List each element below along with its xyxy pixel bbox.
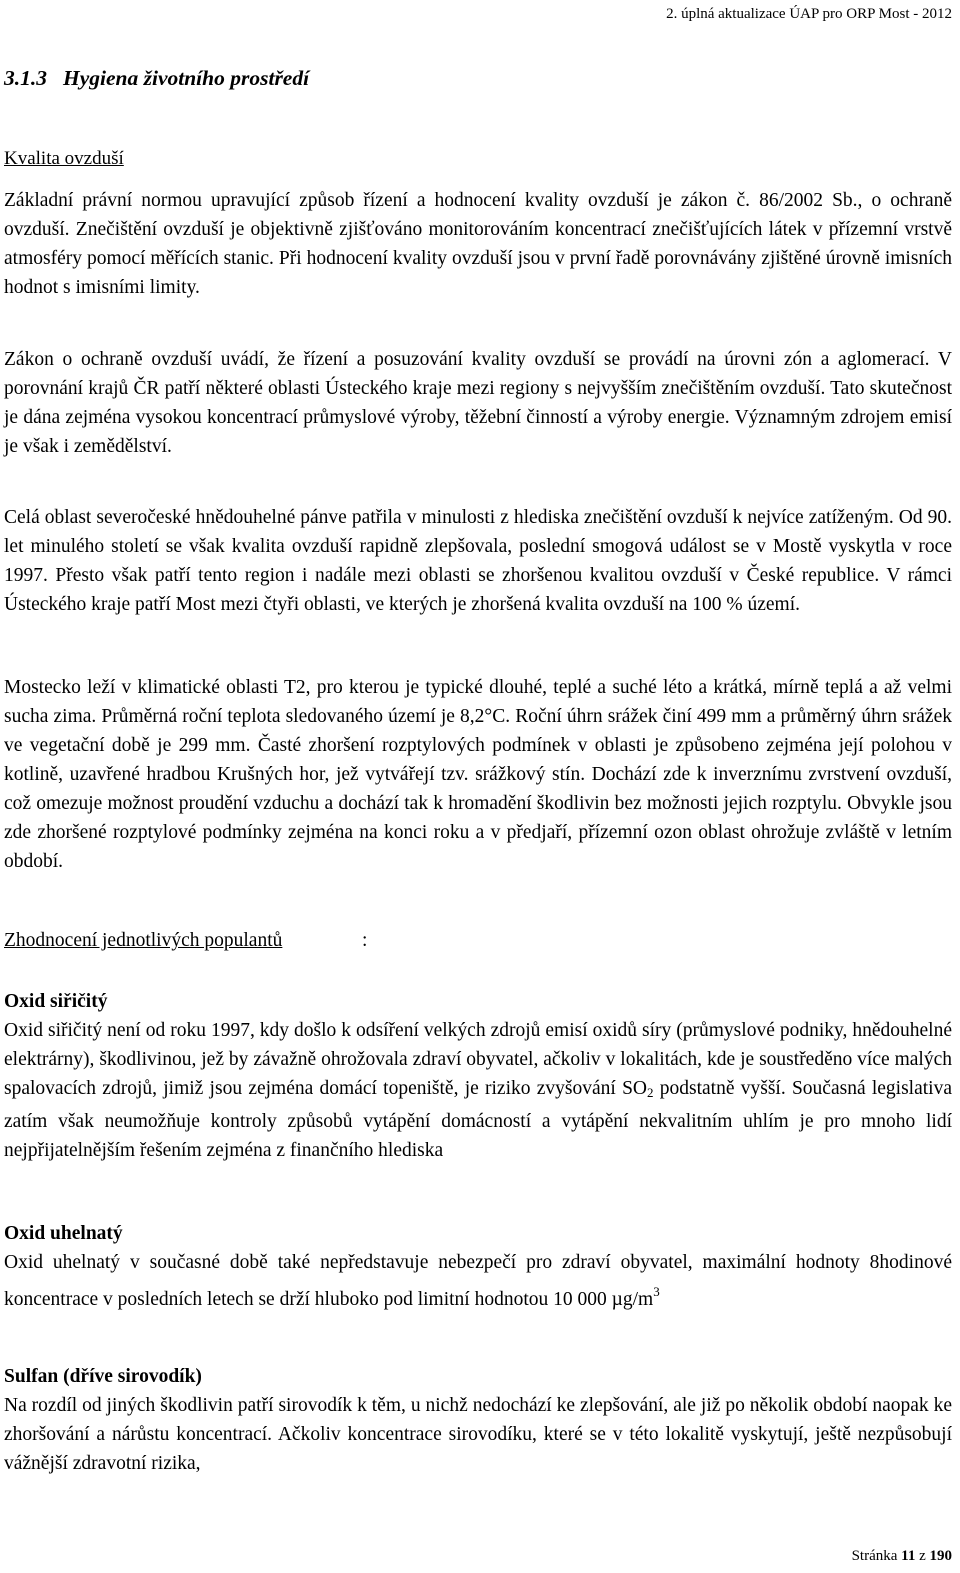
so2-text-a: Oxid siřičitý není od roku 1997, kdy došlo k odsíření velkých zdrojů emisí oxidů síry (průmyslové podniky, hnědouhelné elektrárny), škodlivinou, jež by závažně ohrožovala zdraví obyvatel, ačkoliv v lokalitách, kde je soustředěno více malých spalovacích zdrojů, jimiž jsou zejména domácí topeniště, je riziko zvyšování SO	[4, 1020, 952, 1099]
section-number: 3.1.3	[4, 66, 47, 90]
footer-label: Stránka	[851, 1548, 898, 1564]
co-superscript: 3	[653, 1284, 660, 1299]
so2-subscript: 2	[647, 1085, 654, 1100]
footer-page-number: 11	[901, 1548, 916, 1564]
running-header: 2. úplná aktualizace ÚAP pro ORP Most - 2012	[666, 6, 952, 22]
co-paragraph	[4, 1248, 952, 1314]
so2-text-b: podstatně vyšší. Současná legislativa zatím však neumožňuje kontroly způsobů vytápění domácností a vytápění nekvalitním uhlím je pro mnoho lidí nejpřijatelnějším řešením zejména z finančního hlediska	[4, 1078, 952, 1161]
h2s-heading: Sulfan (dříve sirovodík)	[4, 1366, 202, 1387]
h2s-paragraph: Na rozdíl od jiných škodlivin patří sirovodík k těm, u nichž nedochází ke zlepšování, ale již po několik období naopak ke zhoršování a nárůstu koncentrací. Ačkoliv koncentrace sirovodíku, které se v této lokalitě vyskytují, ještě nezpůsobují vážnější zdravotní rizika,	[4, 1395, 952, 1474]
paragraph-legal-basis: Základní právní normou upravující způsob řízení a hodnocení kvality ovzduší je zákon č. 86/2002 Sb., o ochraně ovzduší. Znečištění ovzduší je objektivně zjišťováno monitorováním koncentrací znečišťujících látek v přízemní vrstvě atmosféry pomocí měřících stanic. Při hodnocení kvality ovzduší jsou v první řadě porovnávány zjištěné úrovně imisních hodnot s imisními limity.	[4, 190, 952, 298]
pollutants-label	[4, 930, 282, 952]
page-footer	[852, 1548, 952, 1565]
co-text: Oxid uhelnatý v současné době také nepředstavuje nebezpečí pro zdraví obyvatel, maximální hodnoty 8hodinové koncentrace v posledních letech se drží hluboko pod limitní hodnotou 10 000 µg/m	[4, 1252, 952, 1310]
footer-page-total: 190	[929, 1548, 952, 1564]
section-heading	[4, 66, 309, 91]
paragraph-zones: Zákon o ochraně ovzduší uvádí, že řízení a posuzování kvality ovzduší se provádí na úrovni zón a aglomerací. V porovnání krajů ČR patří některé oblasti Ústeckého kraje mezi regiony s nejvyšším znečištěním ovzduší. Tato skutečnost je dána zejména vysokou koncentrací průmyslové výroby, těžební činností a výroby energie. Významným zdrojem emisí je však i zemědělství.	[4, 349, 952, 457]
pollutants-label-text: Zhodnocení jednotlivých populantů	[4, 930, 283, 951]
paragraph-climate: Mostecko leží v klimatické oblasti T2, pro kterou je typické dlouhé, teplé a suché léto a krátká, mírně teplá a až velmi sucha zima. Průměrná roční teplota sledovaného území je 8,2°C. Roční úhrn srážek činí 499 mm a průměrný úhrn srážek ve vegetační době je 299 mm. Časté zhoršení rozptylových podmínek v oblasti je způsobeno zejména její polohou v kotlině, uzavřené hradbou Krušných hor, jež vytvářejí tzv. srážkový stín. Dochází zde k inverznímu zvrstvení ovzduší, což omezuje možnost proudění vzduchu a dochází tak k hromadění škodlivin bez možnosti jejich rozptylu. Obvykle jsou zde zhoršené rozptylové podmínky zejména na konci roku a v předjaří, přízemní ozon oblast ohrožuje zvláště v letním období.	[4, 677, 952, 872]
air-quality-heading: Kvalita ovzduší	[4, 148, 124, 169]
so2-paragraph	[4, 1016, 952, 1165]
paragraph-history: Celá oblast severočeské hnědouhelné pánve patřila v minulosti z hlediska znečištění ovzduší k nejvíce zatíženým. Od 90. let minulého století se však kvalita ovzduší rapidně zlepšovala, poslední smogová událost se v Mostě vyskytla v roce 1997. Přesto však patří tento region i nadále mezi oblasti se zhoršenou kvalitou ovzduší v České republice. V rámci Ústeckého kraje patří Most mezi čtyři oblasti, ve kterých je zhoršená kvalita ovzduší na 100 % území.	[4, 507, 952, 615]
so2-heading: Oxid siřičitý	[4, 991, 108, 1012]
footer-separator: z	[919, 1548, 926, 1564]
pollutants-label-colon: :	[362, 930, 368, 951]
section-title: Hygiena životního prostředí	[63, 66, 310, 90]
co-heading: Oxid uhelnatý	[4, 1223, 123, 1244]
